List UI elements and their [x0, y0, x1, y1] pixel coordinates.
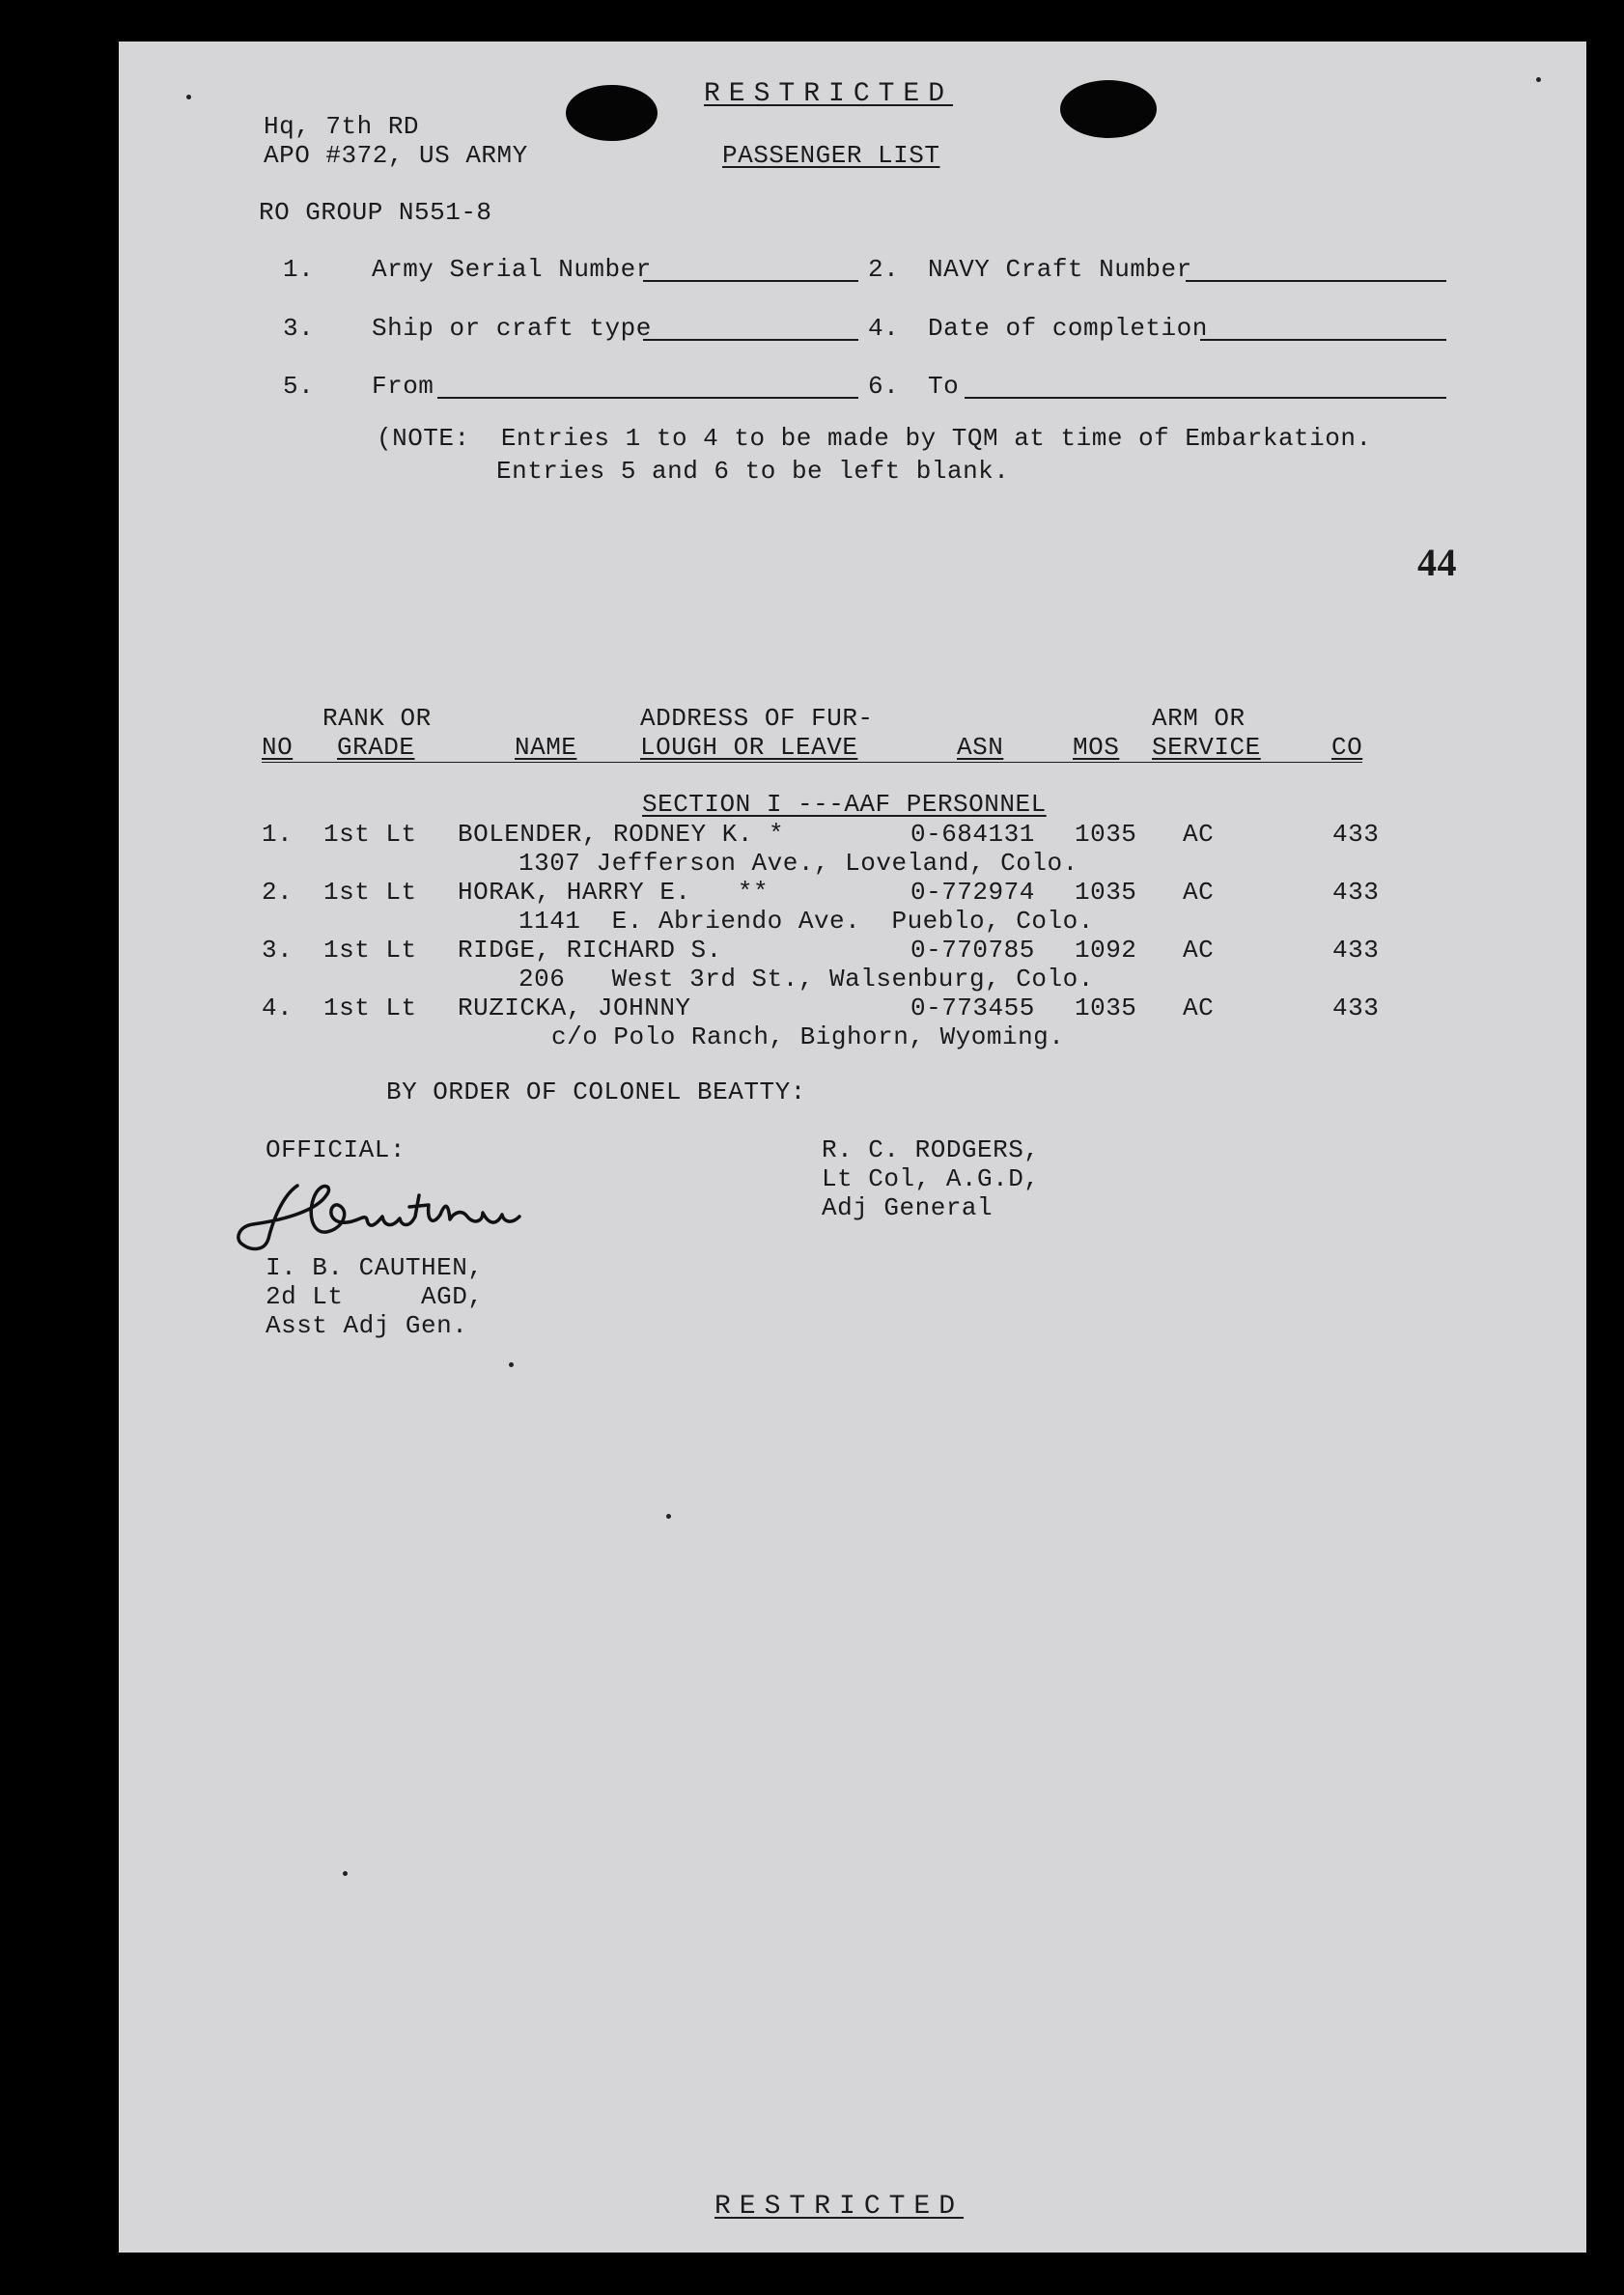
row-arm: AC — [1183, 820, 1215, 849]
header-address-line-1: ADDRESS OF FUR- — [640, 704, 874, 733]
row-mos: 1035 — [1075, 878, 1137, 907]
header-arm-line-2: SERVICE — [1152, 733, 1261, 762]
field-2-blank — [1186, 280, 1446, 282]
row-co: 433 — [1332, 994, 1380, 1022]
field-5-label: From — [372, 372, 434, 401]
speck — [666, 1514, 671, 1519]
field-1-label: Army Serial Number — [372, 255, 652, 284]
field-6-label: To — [928, 372, 960, 401]
commander-name: R. C. RODGERS, — [822, 1135, 1040, 1164]
row-address: 206 West 3rd St., Walsenburg, Colo. — [518, 965, 1094, 994]
speck — [343, 1871, 348, 1876]
row-mos: 1035 — [1075, 820, 1137, 849]
note-line-1: (NOTE: Entries 1 to 4 to be made by TQM at time of Embarkation. — [377, 424, 1372, 453]
row-number: 1. — [262, 820, 294, 849]
classification-bottom: RESTRICTED — [714, 2192, 965, 2222]
row-grade: 1st Lt — [323, 878, 417, 907]
document-page — [119, 42, 1586, 2253]
field-4-number: 4. — [868, 314, 900, 343]
group-number: RO GROUP N551-8 — [259, 198, 492, 227]
field-6-blank — [965, 397, 1446, 399]
row-address: 1307 Jefferson Ave., Loveland, Colo. — [518, 849, 1078, 878]
commander-title: Adj General — [822, 1193, 994, 1222]
row-name: RIDGE, RICHARD S. — [458, 936, 722, 965]
row-asn: 0-770785 — [910, 936, 1035, 965]
row-grade: 1st Lt — [323, 994, 417, 1022]
row-name: RUZICKA, JOHNNY — [458, 994, 691, 1022]
field-3-label: Ship or craft type — [372, 314, 652, 343]
officer-rank: 2d Lt AGD, — [266, 1282, 484, 1311]
redaction-blot-left — [566, 85, 658, 141]
speck — [186, 95, 191, 99]
field-2-number: 2. — [868, 255, 900, 284]
speck — [509, 1362, 514, 1367]
field-4-label: Date of completion — [928, 314, 1208, 343]
classification-top: RESTRICTED — [704, 79, 954, 109]
header-arm-line-1: ARM OR — [1152, 704, 1246, 733]
row-arm: AC — [1183, 878, 1215, 907]
row-address: 1141 E. Abriendo Ave. Pueblo, Colo. — [518, 907, 1094, 936]
unit-line-2: APO #372, US ARMY — [264, 141, 528, 170]
commander-rank: Lt Col, A.G.D, — [822, 1164, 1040, 1193]
row-name: HORAK, HARRY E. ** — [458, 878, 770, 907]
redaction-blot-right — [1060, 80, 1157, 138]
row-co: 433 — [1332, 936, 1380, 965]
by-order-line: BY ORDER OF COLONEL BEATTY: — [386, 1078, 806, 1106]
document-title: PASSENGER LIST — [722, 141, 940, 170]
speck — [1536, 77, 1541, 82]
header-co: CO — [1331, 733, 1363, 762]
officer-title: Asst Adj Gen. — [266, 1311, 468, 1340]
row-name: BOLENDER, RODNEY K. * — [458, 820, 785, 849]
header-asn: ASN — [957, 733, 1004, 762]
row-address: c/o Polo Ranch, Bighorn, Wyoming. — [551, 1022, 1065, 1051]
row-asn: 0-772974 — [910, 878, 1035, 907]
handwritten-signature — [230, 1166, 539, 1263]
field-4-blank — [1200, 339, 1446, 341]
official-label: OFFICIAL: — [266, 1135, 406, 1164]
field-5-blank — [437, 397, 858, 399]
row-mos: 1092 — [1075, 936, 1137, 965]
section-heading: SECTION I ---AAF PERSONNEL — [642, 790, 1047, 819]
field-3-blank — [643, 339, 858, 341]
row-asn: 0-773455 — [910, 994, 1035, 1022]
header-name: NAME — [515, 733, 577, 762]
row-grade: 1st Lt — [323, 936, 417, 965]
header-no: NO — [262, 733, 294, 762]
header-address-line-2: LOUGH OR LEAVE — [640, 733, 858, 762]
row-arm: AC — [1183, 936, 1215, 965]
header-mos: MOS — [1073, 733, 1120, 762]
page-number: 44 — [1417, 541, 1457, 584]
field-6-number: 6. — [868, 372, 900, 401]
row-asn: 0-684131 — [910, 820, 1035, 849]
unit-line-1: Hq, 7th RD — [264, 112, 420, 141]
field-1-blank — [643, 280, 858, 282]
row-number: 3. — [262, 936, 294, 965]
row-co: 433 — [1332, 878, 1380, 907]
row-mos: 1035 — [1075, 994, 1137, 1022]
field-1-number: 1. — [283, 255, 315, 284]
row-number: 2. — [262, 878, 294, 907]
row-arm: AC — [1183, 994, 1215, 1022]
row-grade: 1st Lt — [323, 820, 417, 849]
row-number: 4. — [262, 994, 294, 1022]
field-2-label: NAVY Craft Number — [928, 255, 1192, 284]
header-rule — [262, 762, 1362, 763]
row-co: 433 — [1332, 820, 1380, 849]
field-3-number: 3. — [283, 314, 315, 343]
note-line-2: Entries 5 and 6 to be left blank. — [496, 457, 1010, 486]
field-5-number: 5. — [283, 372, 315, 401]
officer-name: I. B. CAUTHEN, — [266, 1253, 484, 1282]
header-rank-line-2: GRADE — [337, 733, 415, 762]
header-rank-line-1: RANK OR — [322, 704, 432, 733]
